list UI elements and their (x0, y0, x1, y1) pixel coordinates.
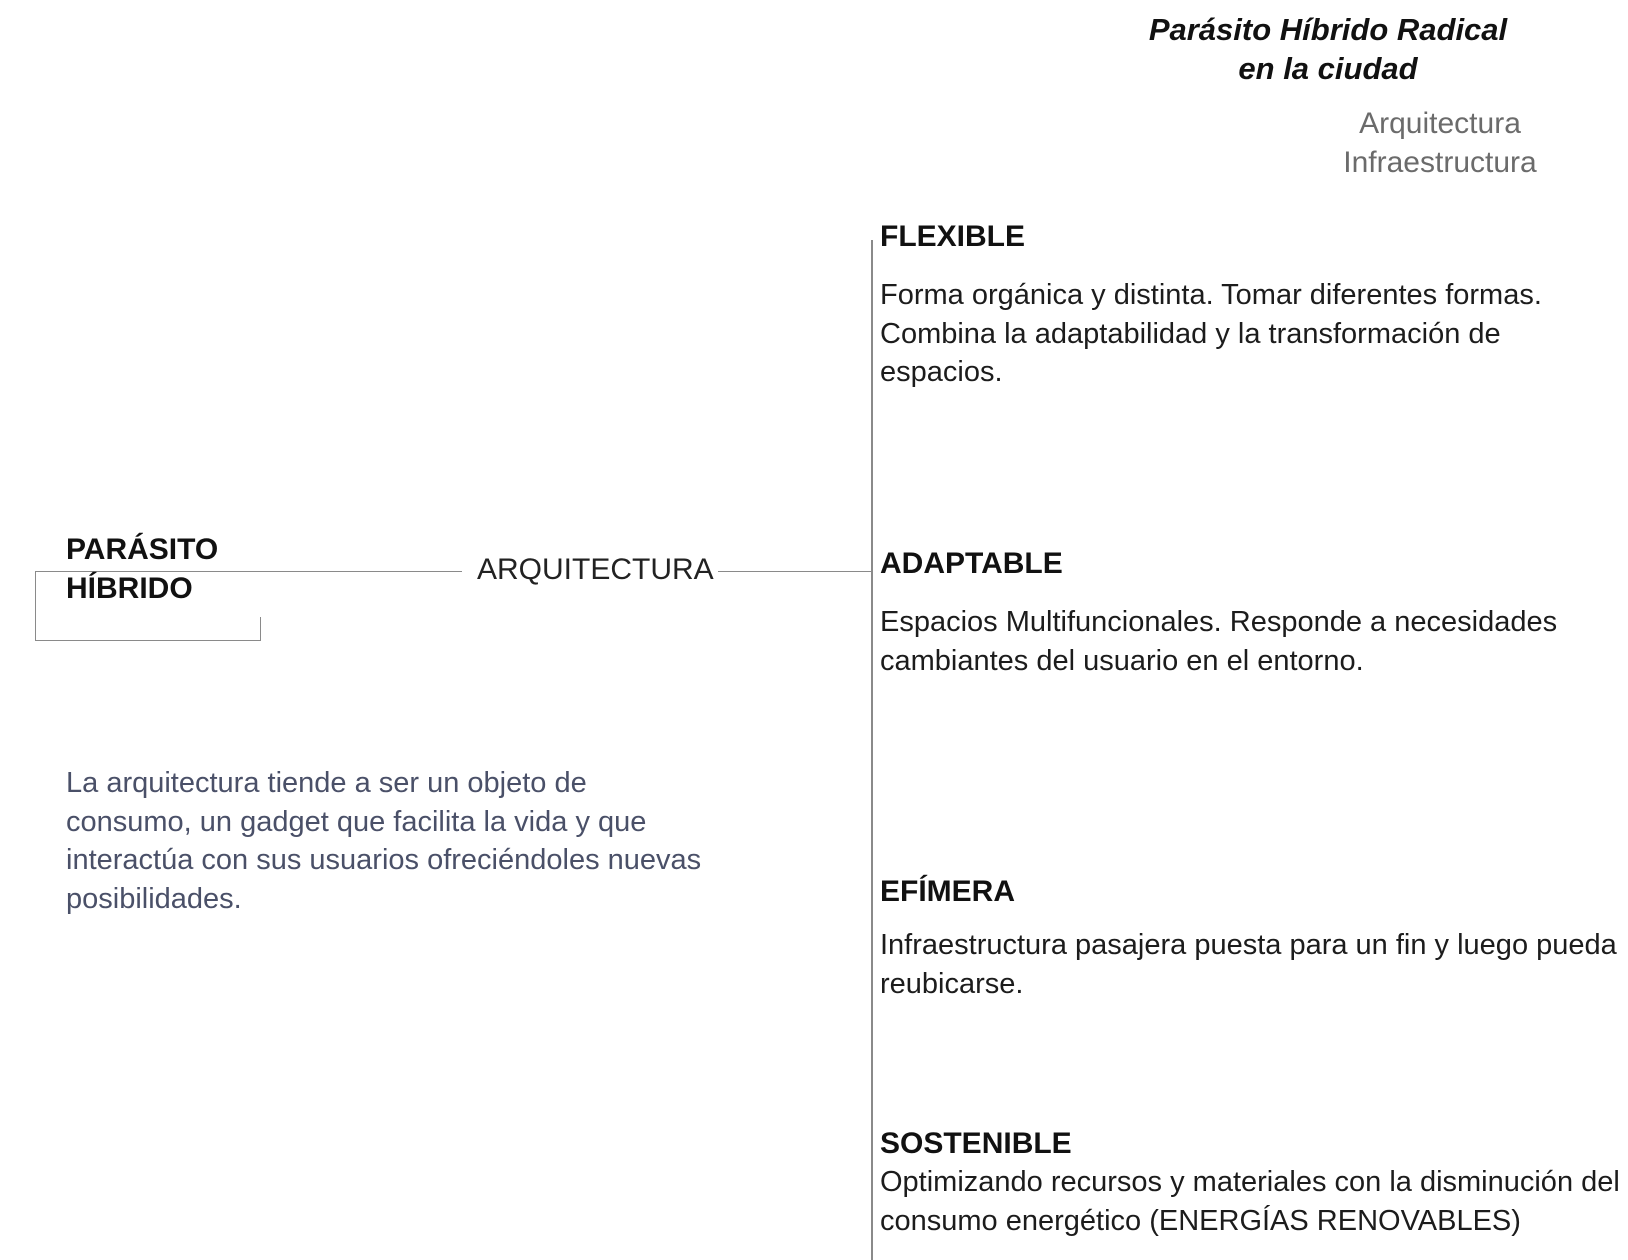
diagram-title-line-2: en la ciudad (1238, 51, 1418, 86)
root-bracket-right (260, 617, 261, 641)
main-vertical-connector (871, 240, 873, 1260)
root-node-title: PARÁSITO HÍBRIDO (66, 533, 219, 605)
branch-to-items-connector (713, 571, 871, 572)
item-description-adaptable: Espacios Multifuncionales. Responde a necesidades cambiantes del usuario en el entorno. (880, 606, 1558, 677)
diagram-title-line-1: Parásito Híbrido Radical (1148, 12, 1508, 47)
diagram-subtitle-line-2: Infraestructura (1343, 146, 1537, 179)
item-title-efimera: EFÍMERA (880, 875, 1015, 908)
branch-label: ARQUITECTURA (473, 551, 718, 589)
diagram-title (1118, 10, 1538, 88)
diagram-subtitle (1290, 104, 1590, 182)
root-bracket-left (35, 571, 36, 641)
item-description-efimera: Infraestructura pasajera puesta para un fin y luego pueda reubicarse. (880, 929, 1617, 1000)
diagram-subtitle-line-1: Arquitectura (1359, 107, 1521, 140)
root-bracket-bottom (35, 640, 261, 641)
item-description-flexible: Forma orgánica y distinta. Tomar diferentes formas. Combina la adaptabilidad y la transformación de espacios. (880, 279, 1542, 388)
item-title-adaptable: ADAPTABLE (880, 547, 1063, 580)
item-title-flexible: FLEXIBLE (880, 220, 1026, 253)
item-title-sostenible: SOSTENIBLE (880, 1127, 1072, 1160)
item-description-sostenible: Optimizando recursos y materiales con la disminución del consumo energético (ENERGÍAS RENOVABLES) (880, 1166, 1620, 1237)
root-description: La arquitectura tiende a ser un objeto de consumo, un gadget que facilita la vida y que interactúa con sus usuarios ofreciéndoles nuevas posibilidades. (66, 767, 702, 915)
